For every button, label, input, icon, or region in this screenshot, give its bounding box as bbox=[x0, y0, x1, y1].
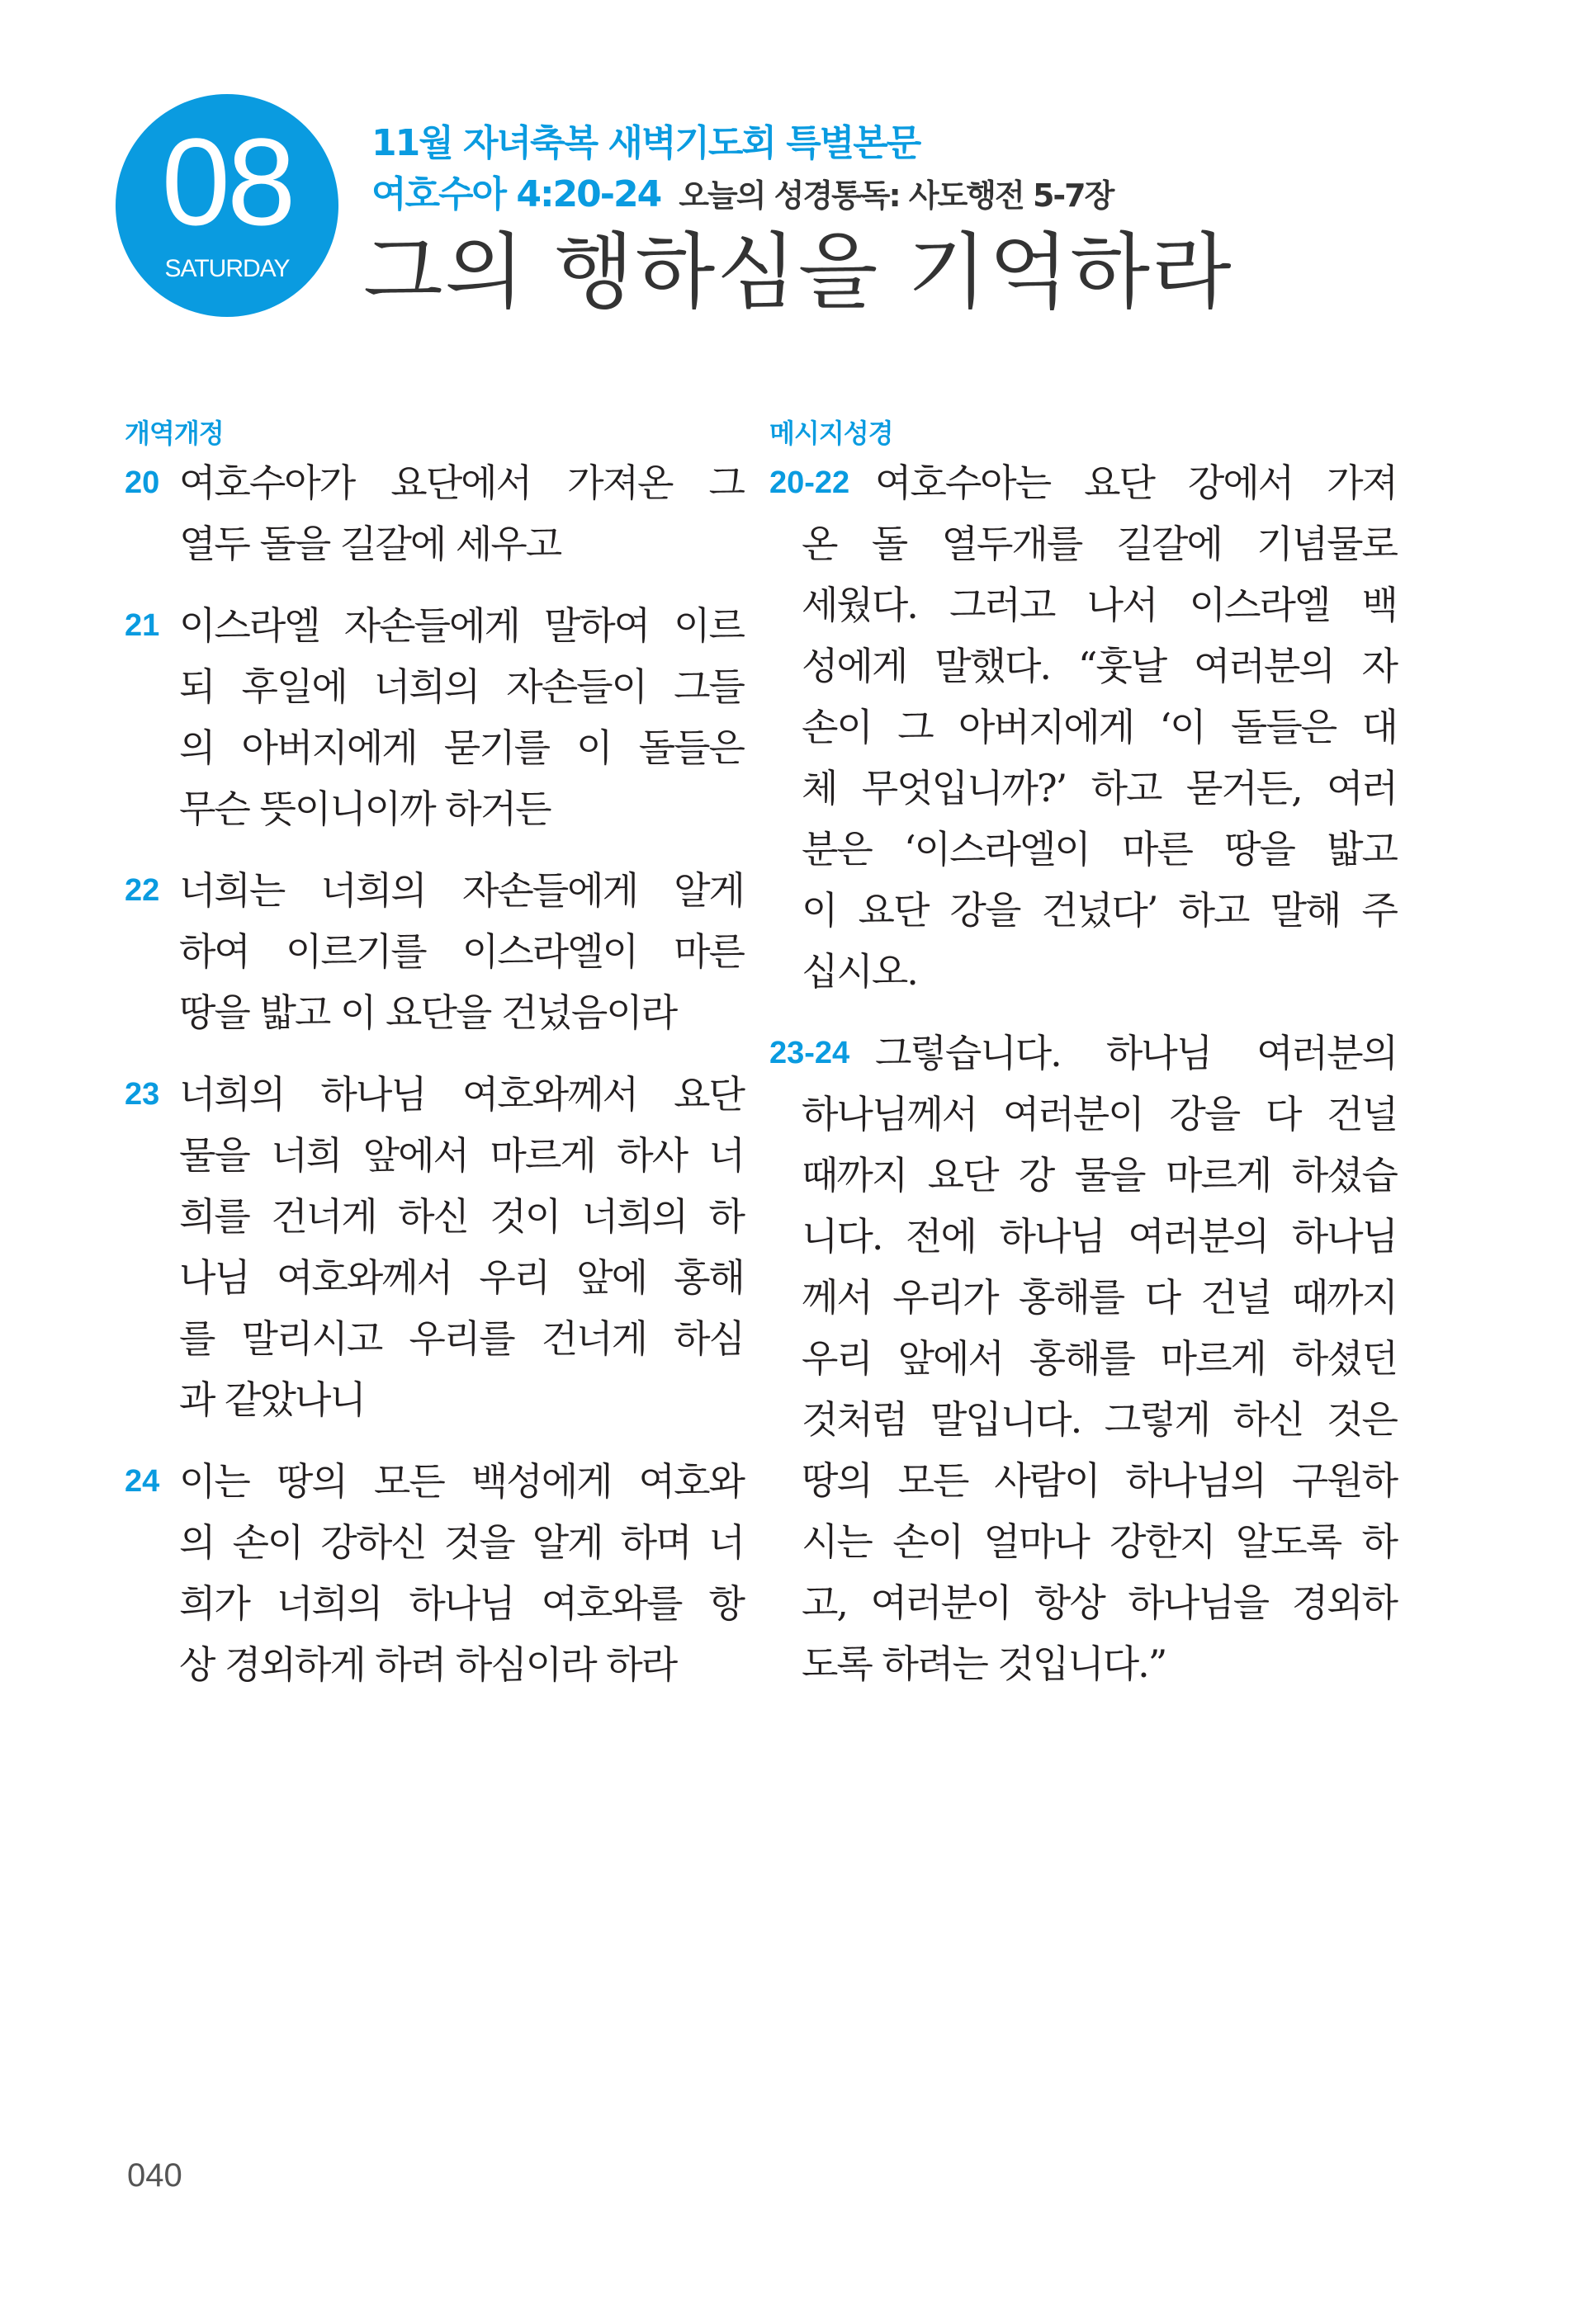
verse-line: 의 아버지에게 묻기를 이 돌들은 bbox=[179, 725, 744, 770]
scripture-reference: 여호수아 4:20-24 bbox=[371, 173, 661, 215]
verse bbox=[125, 860, 744, 1043]
verse-line: 께서 우리가 홍해를 다 건널 때까지 bbox=[802, 1275, 1397, 1320]
verse-line: 너희는 너희의 자손들에게 알게 bbox=[179, 868, 744, 913]
verse-line: 세웠다. 그러고 나서 이스라엘 백 bbox=[802, 583, 1397, 627]
verse bbox=[769, 452, 1397, 1002]
verse-line: 십시오. bbox=[802, 949, 917, 994]
verse-line: 손이 그 아버지에게 ‘이 돌들은 대 bbox=[802, 705, 1397, 749]
verse-line: 시는 손이 얼마나 강한지 알도록 하 bbox=[802, 1519, 1397, 1564]
verse-list bbox=[769, 452, 1397, 1694]
verse-line: 의 손이 강하신 것을 알게 하며 너 bbox=[179, 1520, 744, 1565]
page-title: 그의 행하심을 기억하라 bbox=[363, 224, 1233, 320]
verse-line: 도록 하려는 것입니다.” bbox=[802, 1641, 1166, 1686]
verse-line: 하여 이르기를 이스라엘이 마른 bbox=[179, 929, 744, 974]
verse-line: 희가 너희의 하나님 여호와를 항 bbox=[179, 1581, 744, 1626]
verse bbox=[769, 1023, 1397, 1694]
verse-line: 것처럼 말입니다. 그렇게 하신 것은 bbox=[802, 1397, 1397, 1442]
verse-line: 그렇습니다. 하나님 여러분의 bbox=[875, 1031, 1397, 1075]
verse bbox=[125, 1064, 744, 1430]
verse-line: 되 후일에 너희의 자손들이 그들 bbox=[179, 664, 744, 709]
verse-line: 성에게 말했다. “훗날 여러분의 자 bbox=[802, 644, 1397, 688]
verse bbox=[125, 452, 744, 574]
verse-line: 열두 돌을 길갈에 세우고 bbox=[179, 522, 561, 566]
series-subtitle: 11월 자녀축복 새벽기도회 특별본문 bbox=[371, 122, 920, 164]
verse-line: 우리 앞에서 홍해를 마르게 하셨던 bbox=[802, 1336, 1397, 1381]
verse bbox=[125, 595, 744, 839]
verse-line: 물을 너희 앞에서 마르게 하사 너 bbox=[179, 1133, 744, 1178]
version-label: 메시지성경 bbox=[769, 418, 893, 449]
verse-list bbox=[125, 452, 744, 1695]
verse-number: 20 bbox=[125, 465, 160, 500]
verse-number: 22 bbox=[125, 873, 160, 908]
verse-line: 이는 땅의 모든 백성에게 여호와 bbox=[179, 1459, 744, 1504]
verse-number: 24 bbox=[125, 1464, 160, 1499]
verse-line: 과 같았나니 bbox=[179, 1377, 365, 1422]
verse-line: 땅을 밟고 이 요단을 건넜음이라 bbox=[179, 990, 677, 1035]
verse-line: 온 돌 열두개를 길갈에 기념물로 bbox=[802, 522, 1397, 566]
version-label: 개역개정 bbox=[125, 418, 224, 449]
verse-line: 너희의 하나님 여호와께서 요단 bbox=[179, 1072, 744, 1117]
verse-number: 23-24 bbox=[769, 1036, 850, 1070]
verse-number: 20-22 bbox=[769, 465, 850, 500]
verse-line: 하나님께서 여러분이 강을 다 건널 bbox=[802, 1092, 1397, 1136]
page-number: 040 bbox=[127, 2157, 182, 2194]
reference-line bbox=[371, 173, 1113, 217]
day-number: 08 bbox=[161, 112, 293, 251]
verse bbox=[125, 1451, 744, 1695]
verse-line: 여호수아는 요단 강에서 가져 bbox=[875, 461, 1397, 505]
verse-line: 때까지 요단 강 물을 마르게 하셨습 bbox=[802, 1153, 1397, 1197]
verse-line: 고, 여러분이 항상 하나님을 경외하 bbox=[802, 1580, 1397, 1625]
verse-line: 를 말리시고 우리를 건너게 하심 bbox=[179, 1316, 744, 1361]
verse-line: 이스라엘 자손들에게 말하여 이르 bbox=[179, 603, 744, 648]
verse-line: 나님 여호와께서 우리 앞에 홍해 bbox=[179, 1255, 744, 1300]
verse-line: 니다. 전에 하나님 여러분의 하나님 bbox=[802, 1214, 1397, 1259]
column-message bbox=[769, 414, 1397, 1715]
verse-line: 이 요단 강을 건넜다’ 하고 말해 주 bbox=[802, 888, 1397, 933]
verse-line: 체 무엇입니까?’ 하고 묻거든, 여러 bbox=[802, 766, 1397, 810]
date-badge bbox=[116, 94, 338, 317]
verse-number: 21 bbox=[125, 608, 160, 643]
verse-line: 여호수아가 요단에서 가져온 그 bbox=[179, 461, 744, 505]
verse-line: 땅의 모든 사람이 하나님의 구원하 bbox=[802, 1458, 1397, 1503]
verse-line: 상 경외하게 하려 하심이라 하라 bbox=[179, 1642, 677, 1687]
daily-reading: 오늘의 성경통독: 사도행전 5-7장 bbox=[679, 177, 1114, 214]
verse-number: 23 bbox=[125, 1077, 160, 1112]
weekday: SATURDAY bbox=[164, 255, 290, 282]
verse-line: 분은 ‘이스라엘이 마른 땅을 밟고 bbox=[802, 827, 1397, 872]
verse-line: 무슨 뜻이니이까 하거든 bbox=[179, 786, 551, 831]
verse-line: 희를 건너게 하신 것이 너희의 하 bbox=[179, 1194, 744, 1239]
column-krv bbox=[125, 414, 744, 1716]
